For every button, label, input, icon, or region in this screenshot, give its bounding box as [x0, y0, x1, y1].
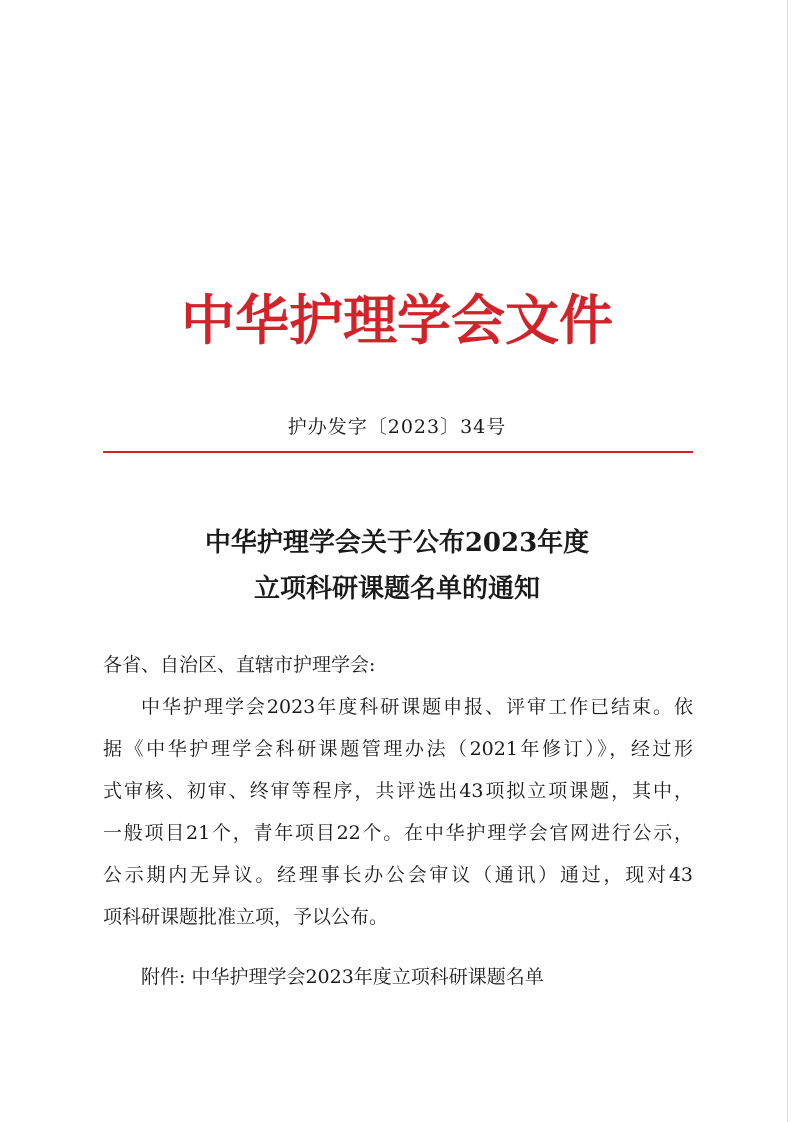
notice-title-line-1: 中华护理学会关于公布2023年度 [204, 528, 590, 558]
body-paragraph-line: 据《中华护理学会科研课题管理办法（2021年修订）》，经过形 [103, 738, 693, 760]
body-paragraph-line: 式审核、初审、终审等程序，共评选出43项拟立项课题，其中， [103, 780, 693, 802]
body-paragraph-line: 项科研课题批准立项，予以公布。 [103, 906, 389, 928]
salutation: 各省、自治区、直辖市护理学会: [103, 654, 376, 676]
notice-title [0, 520, 794, 612]
notice-title-line-2: 立项科研课题名单的通知 [253, 574, 540, 604]
body-paragraph-line: 一般项目21个，青年项目22个。在中华护理学会官网进行公示， [103, 822, 693, 844]
red-divider-line [103, 451, 693, 453]
body-paragraph-line: 公示期内无异议。经理事长办公会审议（通讯）通过，现对43 [103, 864, 693, 886]
body-paragraph-line: 中华护理学会2023年度科研课题申报、评审工作已结束。依 [141, 696, 693, 718]
attachment-line: 附件: 中华护理学会2023年度立项科研课题名单 [141, 966, 544, 988]
document-number: 护办发字〔2023〕34号 [287, 416, 507, 438]
org-document-header: 中华护理学会文件 [181, 289, 613, 352]
scan-edge-line [787, 0, 788, 1122]
